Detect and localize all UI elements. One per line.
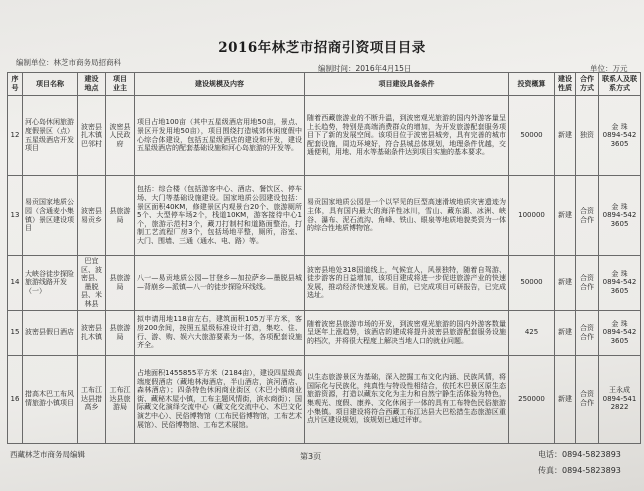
project-name-cell: 河心岛休闲旅游度假景区（点）五星级酒店开发项目 [23,96,78,176]
serial-number-cell: 15 [8,310,23,355]
document-title: 2016年林芝市招商引资项目目录 [218,40,426,56]
table-row [8,355,641,443]
cooperation-cell: 合资合作 [576,355,599,443]
location-cell: 波密县扎木镇巴邻村 [78,96,106,176]
location-cell: 工布江达县措高乡 [78,355,106,443]
construction-nature-cell: 新建 [555,310,576,355]
table-body [8,96,641,444]
project-name-cell: 措高木巴工布风情旅游小镇项目 [23,355,78,443]
serial-number-cell: 14 [8,256,23,311]
cooperation-cell: 合资合作 [576,310,599,355]
contact-cell [599,96,641,176]
investment-cell: 50000 [509,96,555,176]
project-owner-cell: 工布江达县旅游局 [106,355,135,443]
scale-content-cell: 包括：综合楼（包括游客中心、酒店、餐饮区、停车场、大门等基础设施建设。国家地质公园建设包括：景区面积40KM，修建景区内观景台20个、旅游厕所5个、大型停车场2个，栈道10KM，游客接待中心1个，旅游示范村3个，藏刀打制村和道路面整治，打制工艺流程厂房3个，包括场地平整，厕所，浴室、大门、围墙、三通（通水、电、路）等。 [135,176,305,256]
conditions-cell: 以生态旅游景区为基础，深入挖掘工布文化内涵、民族风情，将国际化与民族化，纯真性与特设性相结合，依托木巴景区原生态旅游资源，打造以藏东文化为主力和自然宁静生活体验为特色，集观光、度假、康养、文化休闲于一体的具有工布特色民俗旅游小集镇。项目建设将符合西藏工布江达县大巴松措生态旅游区重点片区建设规划，该规划已通过评审。 [305,355,509,443]
table-header [8,73,641,96]
contact-phone: 0894-5423605 [602,328,637,345]
contact-cell [599,310,641,355]
conditions-cell: 波密县地处318国道线上，气候宜人，风景独特，随着自驾游、徒步游客的日益增加，该项目建成将进一步促进旅游产业的快速发展，推动经济快速发展。目前，已完成项目可研报告，已完成选址。 [305,256,509,311]
compile-date: 编制时间：2016年4月15日 [318,64,412,73]
column-header: 项目建设具备条件 [305,73,509,96]
construction-nature-cell: 新建 [555,96,576,176]
column-header: 项目业主 [106,73,135,96]
currency-unit: 单位：万元 [590,64,628,73]
serial-number-cell: 16 [8,355,23,443]
investment-cell: 425 [509,310,555,355]
column-header: 序号 [8,73,23,96]
contact-name: 金 珠 [611,319,628,328]
header-row [8,73,641,96]
contact-name: 金 珠 [611,269,628,278]
column-header: 联系人及联系方式 [599,73,641,96]
investment-cell: 250000 [509,355,555,443]
scale-content-cell: 项目占地100亩（其中五星级酒店用地50亩，景点、景区开发用地50亩），项目围绕打造城郊休闲度假中心综合体建设，包括五星级酒店的建设和开发，建设五星级酒店的配套基础设施和河心岛旅游的开发等。 [135,96,305,176]
cooperation-cell: 合资合作 [576,176,599,256]
construction-nature-cell: 新建 [555,176,576,256]
footer-editor: 西藏林芝市商务局编辑 [10,450,85,459]
construction-nature-cell: 新建 [555,256,576,311]
cooperation-cell: 独资 [576,96,599,176]
project-name-cell: 大峡谷徒步探险旅游线路开发（一） [23,256,78,311]
column-header: 投资概算 [509,73,555,96]
investment-cell: 100000 [509,176,555,256]
scale-content-cell: 拟申请用地118亩左右，建筑面积105万平方米，客房200余间，按照五星级标准设计打造，集吃、住、行、游、购、娱六大旅游要素为一体，各项配套设施齐全。 [135,310,305,355]
location-cell: 波密县扎木镇 [78,310,106,355]
table-row [8,96,641,176]
contact-phone: 0894-5412822 [602,394,637,412]
project-owner-cell: 县旅游局 [106,176,135,256]
table-row [8,310,641,355]
contact-cell [599,176,641,256]
table-row [8,176,641,256]
compiler-unit: 编制单位：林芝市商务局招商科 [16,58,121,67]
contact-name: 金 珠 [611,122,628,131]
project-name-cell: 易贡国家地质公园（含通麦小集镇）景区建设项目 [23,176,78,256]
conditions-cell: 易贡国家地质公园是一个以罕见的巨型高速滑坡地质灾害遗迹为主体，具有国内最大的海洋性冰川，雪山、藏东湖、冰洲、峡谷、瀑布、泥石流沟、角峰、铁山、眼泉等地质地貌类资为一体的综合性地质博物馆。 [305,176,509,256]
scale-content-cell: 八一—易贡地质公园—甘登乡—加拉萨乡—墨脱县城—背崩乡—派镇—八一的徒步探险环线线。 [135,256,305,311]
cooperation-cell: 合资合作 [576,256,599,311]
project-name-cell: 波密县假日酒店 [23,310,78,355]
page-number: 第3页 [300,452,322,461]
column-header: 项目名称 [23,73,78,96]
footer-fax: 传真：0894-5823893 [538,466,621,475]
location-cell: 波密县易贡乡 [78,176,106,256]
footer-phone: 电话：0894-5823893 [538,450,621,459]
contact-phone: 0894-5423605 [602,211,637,228]
conditions-cell: 随着西藏旅游业的不断升温，到波密观光旅游的国内外游客量呈上长趋势，特别是高端消费群众的增加，为开发旅游配套服务项目下了新的发展空间。该项目位于波密县城旁，具有完善的城市配套设施，周边环境好，符合县城总体规划，地理条件优越，交通便利，用地、用水等基础条件达到项目实施的基本要求。 [305,96,509,176]
contact-cell [599,355,641,443]
column-header: 合作方式 [576,73,599,96]
contact-cell [599,256,641,311]
investment-cell: 50000 [509,256,555,311]
contact-phone: 0894-5423605 [602,131,637,148]
column-header: 建设性质 [555,73,576,96]
location-cell: 巴宜区、波密县、墨脱县、米林县 [78,256,106,311]
project-catalog-table [7,72,641,444]
table-row [8,256,641,311]
project-owner-cell: 县旅游局 [106,310,135,355]
serial-number-cell: 12 [8,96,23,176]
conditions-cell: 随着波密县旅游市场的开发，到波密观光旅游的国内外游客数量呈逐年上涨趋势，该酒店的建成将提升波密县旅游配套服务设施的档次，并将很大程度上解决当地人口的就业问题。 [305,310,509,355]
project-owner-cell: 县旅游局 [106,256,135,311]
project-owner-cell: 波密县人民政府 [106,96,135,176]
contact-phone: 0894-5423605 [602,278,637,296]
scale-content-cell: 占地面积1455855平方米（2184亩），建设四星级高端度假酒店（藏地林海酒店，半山酒店，滨河酒店、森林酒店）；四条特色休闲商业街区（木巴小镇商业街、藏秘木屋小镇，工布主题风情街，滨水商街）；国际藏文化演绎交流中心（藏文化交流中心、木巴文化演艺中心）、民俗博物馆（工布民俗博物馆，工布艺术展馆）、民俗博物馆、工布艺术展馆。 [135,355,305,443]
column-header: 建设规模及内容 [135,73,305,96]
contact-name: 王永成 [609,386,630,395]
contact-name: 金 珠 [611,202,628,211]
serial-number-cell: 13 [8,176,23,256]
construction-nature-cell: 新建 [555,355,576,443]
column-header: 建设地点 [78,73,106,96]
